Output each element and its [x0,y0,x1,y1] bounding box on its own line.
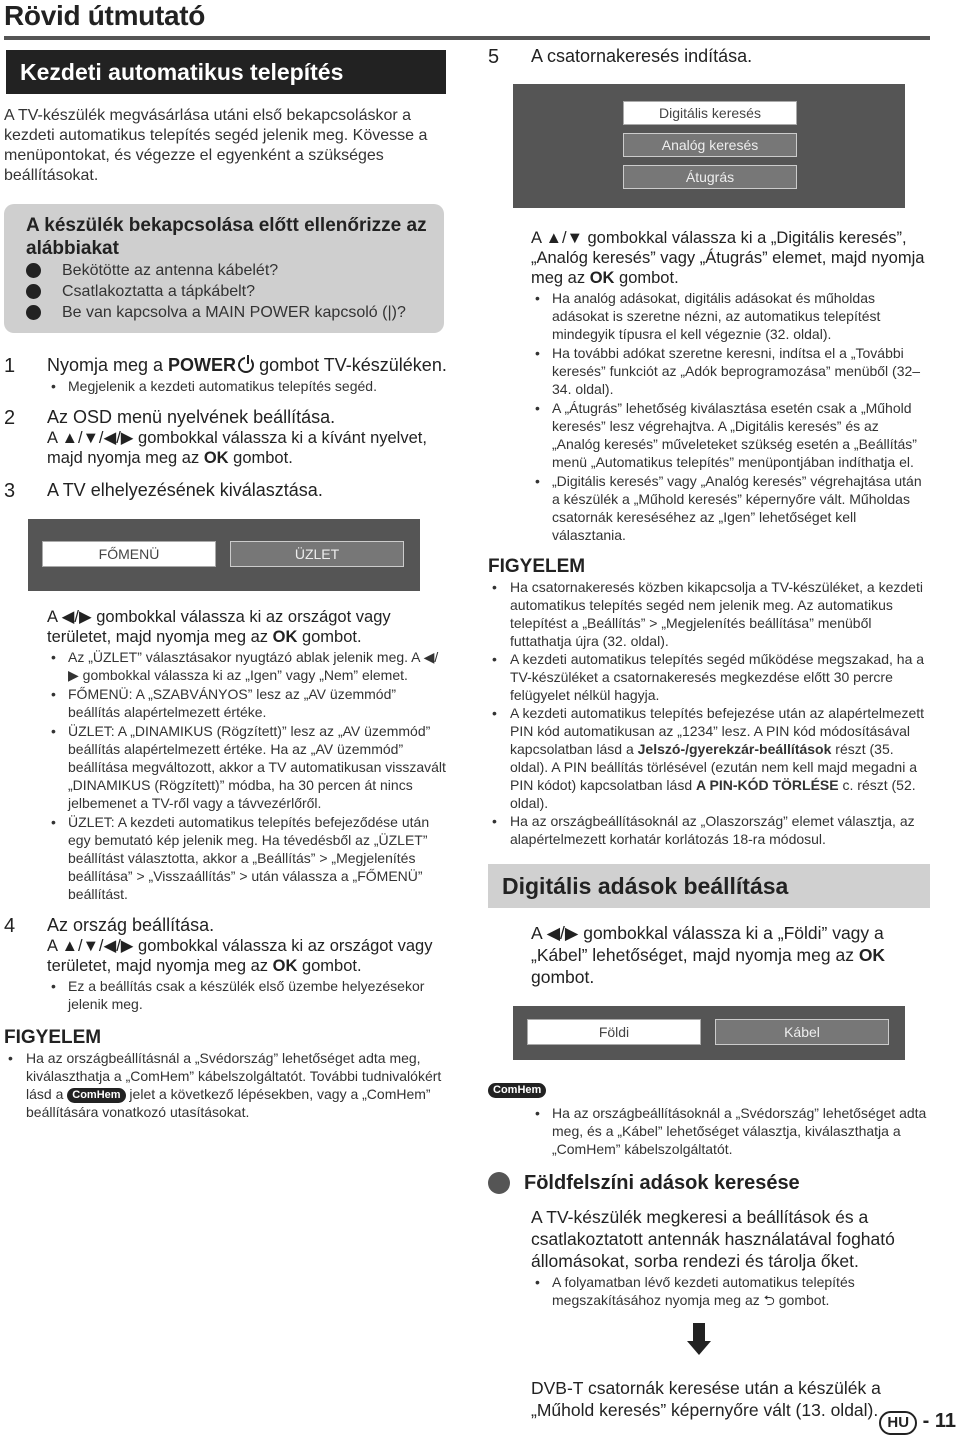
step-heading: Az ország beállítása. [47,915,215,935]
warning-text-part: Ha az országbeállításoknál az „Olaszország” elemet választja, az alapértelmezett korhatár korlátozás 18-ra módosul. [510,813,915,847]
warning-text-part: Ha az országbeállításnál a „Svédország” lehetőséget adta meg, kiválaszthatja a „ComHem” kábelszolgáltatót. További tudnivalókért lásd a [26,1050,442,1102]
language-badge: HU [879,1411,917,1435]
step-4 [4,915,448,1013]
right-column [488,46,930,1421]
section-banner-initial-setup: Kezdeti automatikus telepítés [6,50,446,94]
terrestrial-body [531,1206,930,1421]
warning-item [4,1049,448,1121]
step-number: 2 [4,407,16,429]
power-icon [238,357,254,373]
power-label: POWER [168,355,237,375]
pre-check-item: Be van kapcsolva a MAIN POWER kapcsoló (|)? [26,302,430,323]
step-text-part: gombot TV-készüléken. [254,355,447,375]
dvbt-after-text: DVB-T csatornák keresése után a készülék a „Műhold keresés” képernyőre vált (13. oldal). [531,1378,881,1420]
comhem-note [488,1082,930,1158]
step-heading: Az OSD menü nyelvének beállítása. [47,407,336,427]
step-text-part: A ▲/▼/◀/▶ gombokkal válassza ki a kívánt nyelvet, majd nyomja meg az [47,429,427,467]
channel-search-screen [513,84,905,208]
bullet-item: • Ha az országbeállításoknál a „Svédország” lehetőséget adta meg, és a „Kábel” lehetőséget választja, kiválaszthatja a „ComHem” kábelszolgáltatót. [531,1104,930,1158]
step-text-part: A ◀/▶ gombokkal válassza ki az országot vagy területet, majd nyomja meg az [47,608,391,646]
step-text-part: A ▲/▼ gombokkal válassza ki a „Digitális keresés”, „Analóg keresés” vagy „Átugrás” elemet, majd nyomja meg az [531,229,925,287]
comhem-badge: ComHem [488,1083,546,1098]
step-3 [4,480,448,501]
bullet-item: • Ha további adókat szeretne keresni, indítsa el a „További keresés” funkciót az „Adók beprogramozása” menüből (32–34. oldal). [531,344,930,398]
bullet-item: • Megjelenik a kezdeti automatikus telepítés segéd. [47,377,448,395]
bullet-item: • „Digitális keresés” vagy „Analóg keresés” végrehajtása után a készülék a „Műhold keresés” képernyőre vált. Műholdas csatornák kereséséhez az „Igen” lehetőséget kell választania. [531,472,930,544]
title-rule [4,36,930,40]
comhem-badge: ComHem [67,1088,125,1103]
step-5-body [488,228,930,544]
ok-label: OK [203,449,229,467]
step-text-part: gombot. [297,957,362,975]
bullet-item: • Ez a beállítás csak a készülék első üzembe helyezésekor jelenik meg. [47,977,448,1013]
step-text-part: gombot. [614,269,679,287]
step-number: 1 [4,355,16,377]
pre-check-item: Bekötötte az antenna kábelét? [26,260,430,281]
ok-label: OK [589,269,615,287]
warning-item [488,704,930,812]
pre-check-box [4,204,444,333]
digital-instruction [531,922,930,988]
terrestrial-text: A TV-készülék megkeresi a beállítások és a csatlakoztatott antennák használatával fogható állomásokat, sorba rendezi és tárolja őket. [531,1207,895,1271]
page-number: - 11 [922,1410,956,1432]
step-heading: A csatornakeresés indítása. [531,46,753,66]
bullet-item: • ÜZLET: A kezdeti automatikus telepítés befejeződése után egy bemutató kép jelenik meg. Ha tévedésből az „ÜZLET” beállítást választotta, akkor a „Beállítás” > „Megjelenítés beállítása” > „Visszaállítás” > után válassza a „FŐMENÜ” beállítást. [47,813,448,903]
home-button[interactable]: FŐMENÜ [42,541,216,567]
bullet-item: • Az „ÜZLET” választásakor nyugtázó ablak jelenik meg. A ◀/▶ gombokkal válassza ki az „Igen” vagy „Nem” elemet. [47,648,448,684]
step-heading [47,355,448,376]
bullet-item: • Ha analóg adásokat, digitális adásokat és műholdas adásokat is szeretne nézni, az automatikus telepítést mindegyik típusra el kell végeznie (32. oldal). [531,289,930,343]
section-banner-digital: Digitális adások beállítása [488,864,930,908]
step-text-part: gombot. [228,449,293,467]
step-2 [4,407,448,468]
digital-type-screen [513,1006,905,1060]
warning-text-part: A kezdeti automatikus telepítés befejezése után az alapértelmezett PIN kód automatikusan az „1234” lesz. A PIN kód módosításával kapcsolatban lásd a [510,705,925,757]
page-title: Rövid útmutató [4,0,206,31]
warning-text-part: Ha csatornakeresés közben kikapcsolja a TV-készüléket, a kezdeti automatikus telepítés segéd nem jelenik meg. Az automatikus telepítést a „Beállítás” > „Megjelenítés beállítása” menüből futtathatja újra (32. oldal). [510,579,923,649]
step-heading: A TV elhelyezésének kiválasztása. [47,480,323,500]
warning-item [488,812,930,848]
warning-title: FIGYELEM [488,556,586,577]
step-instruction [47,936,448,976]
ok-label: OK [272,628,298,646]
bullet-item: • ÜZLET: A „DINAMIKUS (Rögzített)” lesz az „AV üzemmód” beállítás alapértelmezett értéke. Ha az „AV üzemmód” beállítása megváltozott, akkor a TV automatikusan visszavált „DINAMIKUS (Rögzített)” módba, ha 30 percen át nincs jelbemenet a TV-ről vagy a távvezérlőről. [47,722,448,812]
intro-text: A TV-készülék megvásárlása utáni első bekapcsoláskor a kezdeti automatikus telepítés segéd jelenik meg. Kövesse a menüpontokat, és végezze el egyenként a szükséges beállításokat. [4,107,428,184]
ok-label: OK [858,945,886,965]
step-text-part: gombot. [531,967,595,987]
bullet-item: • A „Átugrás” lehetőség kiválasztása esetén csak a „Műhold keresés” lesz végrehajtva. A „Digitális keresés” és az „Analóg keresés” műveleteket szükség esetén a „Beállítás” menü „Automatikus telepítés” menüpontjában indíthatja el. [531,399,930,471]
page-footer [879,1410,956,1435]
warning-item [488,650,930,704]
step-text-part: gombot. [297,628,362,646]
warning-right [488,556,930,848]
warning-text-part: részt (35. oldal). A PIN beállítás törlésével (ezután nem kell majd megadni a PIN kódot) kapcsolatban lásd [510,741,917,793]
warning-item [488,578,930,650]
pre-check-title: A készülék bekapcsolása előtt ellenőrizze az alábbiakat [26,215,427,259]
step-number: 3 [4,480,16,502]
step-text-part: A ▲/▼/◀/▶ gombokkal válassza ki az országot vagy területet, majd nyomja meg az [47,937,433,975]
warning-bold-ref: Jelszó-/gyerekzár-beállítások [637,741,832,757]
warning-text-part: jelet a következő lépésekben, vagy a „ComHem” beállítására vonatkozó utasításokat. [26,1086,431,1120]
analog-search-button[interactable]: Analóg keresés [623,133,797,157]
step-text-part: A ◀/▶ gombokkal válassza ki a „Földi” vagy a „Kábel” lehetőséget, majd nyomja meg az [531,923,884,965]
terrestrial-button[interactable]: Földi [527,1019,701,1045]
step-1 [4,355,448,395]
terrestrial-title: Földfelszíni adások keresése [524,1172,800,1194]
step-instruction [47,428,448,468]
placement-screen [28,519,420,591]
digital-search-button[interactable]: Digitális keresés [623,101,797,125]
step-number: 4 [4,915,16,937]
store-button[interactable]: ÜZLET [230,541,404,567]
warning-text-part: c. részt (52. oldal). [510,777,916,811]
warning-title: FIGYELEM [4,1027,102,1048]
step-text-part: Nyomja meg a [47,355,169,375]
warning-bold-ref: A PIN-KÓD TÖRLÉSE [696,777,839,793]
section-dot-icon [488,1172,510,1194]
left-column [4,50,448,1121]
terrestrial-section [488,1170,930,1196]
ok-label: OK [272,957,298,975]
step-number: 5 [488,46,500,68]
bullet-item: • FŐMENÜ: A „SZABVÁNYOS” lesz az „AV üzemmód” beállítás alapértelmezett értéke. [47,685,448,721]
step-instruction [531,228,930,288]
step-5 [488,46,930,67]
step-instruction [47,607,448,647]
warning-left [4,1027,448,1121]
step-3-body [4,607,448,903]
warning-text-part: A kezdeti automatikus telepítés segéd működése megszakad, ha a TV-készüléket a csatornakeresés megkezdése előtt 30 percre felügyelet nélkül hagyja. [510,651,925,703]
cable-button[interactable]: Kábel [715,1019,889,1045]
pre-check-item: Csatlakoztatta a tápkábelt? [26,281,430,302]
bullet-item: • A folyamatban lévő kezdeti automatikus telepítés megszakításához nyomja meg az ⮌ gombot. [531,1273,930,1309]
skip-button[interactable]: Átugrás [623,165,797,189]
down-arrow-icon [687,1323,711,1357]
